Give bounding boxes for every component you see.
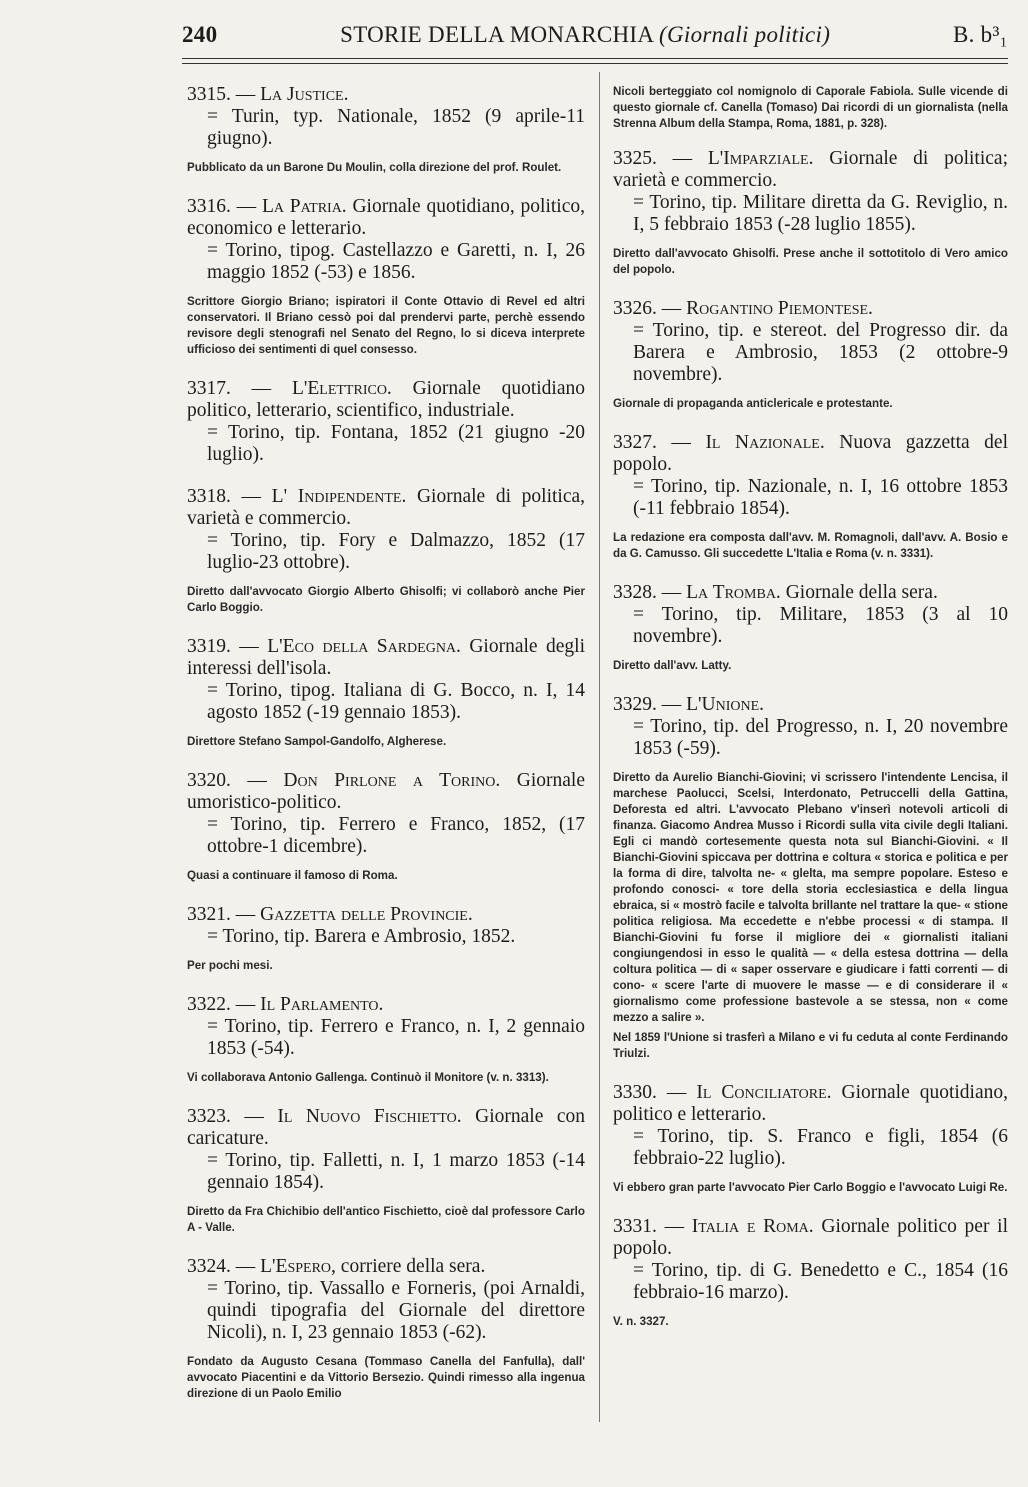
entry-separator: — <box>656 582 687 603</box>
entry-title: Il Nuovo Fischietto. <box>277 1106 462 1127</box>
entry-title: Il Parlamento. <box>260 994 384 1015</box>
entry-imprint: = Torino, tip. Falletti, n. I, 1 marzo 1853 (-14 gennaio 1854). <box>207 1150 585 1193</box>
entry-separator: — <box>656 298 687 319</box>
entry-note: V. n. 3327. <box>613 1315 669 1328</box>
entry-description: Giornale quotidiano, politico e letterario. <box>613 1082 1009 1125</box>
entry-separator: — <box>230 636 268 657</box>
entry-3323 <box>187 1106 585 1236</box>
entry-heading <box>187 196 585 240</box>
entry-number: 3328. <box>613 582 657 603</box>
entry-3319 <box>187 636 585 750</box>
entry-number: 3325. <box>613 148 657 169</box>
entry-3318 <box>187 486 585 616</box>
entry-number: 3323. <box>187 1106 231 1127</box>
entry-imprint: = Torino, tip. Barera e Ambrosio, 1852. <box>207 926 516 947</box>
entry-3331 <box>613 1216 1008 1330</box>
entry-number: 3317. <box>187 378 231 399</box>
entry-imprint: = Torino, tip. Fontana, 1852 (21 giugno -20 luglio). <box>207 422 585 465</box>
entry-title: La Patria. <box>261 196 347 217</box>
entry-title: La Justice. <box>260 84 349 105</box>
entry-note: Giornale di propaganda anticlericale e protestante. <box>613 397 893 410</box>
entry-heading <box>613 694 1008 716</box>
running-title-sub: (Giornali politici) <box>659 22 831 47</box>
entry-number: 3329. <box>613 694 657 715</box>
entry-separator: — <box>230 770 284 791</box>
entry-description: Giornale quotidiano, politico, economico e letterario. <box>187 196 585 239</box>
running-title-main: STORIE DELLA MONARCHIA <box>340 22 653 47</box>
entry-separator: — <box>656 1082 697 1103</box>
entry-3321 <box>187 904 585 974</box>
entry-number: 3327. <box>613 432 657 453</box>
entry-note: Vi ebbero gran parte l'avvocato Pier Carlo Boggio e l'avvocato Luigi Re. <box>613 1181 1008 1194</box>
entry-3329 <box>613 694 1008 1062</box>
entry-heading <box>187 994 585 1016</box>
entry-number: 3315. <box>187 84 231 105</box>
entry-imprint: = Torino, tip. del Progresso, n. I, 20 novembre 1853 (-59). <box>633 716 1008 759</box>
entry-heading <box>613 148 1008 192</box>
entry-separator: — <box>230 196 262 217</box>
entry-title: L' Indipendente. <box>271 486 407 507</box>
entry-imprint: = Torino, tip. Nazionale, n. I, 16 ottobre 1853 (-11 febbraio 1854). <box>633 476 1008 519</box>
entry-heading <box>613 298 1008 320</box>
entry-heading <box>613 1216 1008 1260</box>
entry-separator: — <box>230 486 272 507</box>
entry-note: Vi collaborava Antonio Gallenga. Continuò il Monitore (v. n. 3313). <box>187 1071 549 1084</box>
entry-number: 3322. <box>187 994 231 1015</box>
entry-separator: — <box>230 84 261 105</box>
entry-note: Scrittore Giorgio Briano; ispiratori il Conte Ottavio di Revel ed altri conservatori. Il Briano cessò poi dal prendervi parte, perchè essendo revisore degli stenografi nel Senato del Regno, lo si diceva interprete ufficioso dei sentimenti di quel consesso. <box>187 295 585 356</box>
entry-number: 3330. <box>613 1082 657 1103</box>
entry-3328 <box>613 582 1008 674</box>
entry-separator: — <box>230 1106 278 1127</box>
entry-imprint: = Turin, typ. Nationale, 1852 (9 aprile-11 giugno). <box>207 106 585 149</box>
right-column <box>613 84 1008 1330</box>
entry-number: 3316. <box>187 196 231 217</box>
entry-3320 <box>187 770 585 884</box>
entry-separator: — <box>230 994 261 1015</box>
entry-imprint: = Torino, tip. Militare, 1853 (3 al 10 novembre). <box>633 604 1008 647</box>
entry-title: L'Espero, <box>260 1256 336 1277</box>
entry-note: Diretto dall'avvocato Giorgio Alberto Ghisolfi; vi collaborò anche Pier Carlo Boggio. <box>187 585 585 614</box>
entry-heading <box>187 84 585 106</box>
entry-3330 <box>613 1082 1008 1196</box>
entry-description: Giornale quotidiano politico, letterario, scientifico, industriale. <box>187 378 585 421</box>
entry-note: Diretto dall'avvocato Ghisolfi. Prese anche il sottotitolo di Vero amico del popolo. <box>613 247 1008 276</box>
entry-imprint: = Torino, tip. Militare diretta da G. Reviglio, n. I, 5 febbraio 1853 (-28 luglio 1855). <box>633 192 1008 235</box>
running-title <box>340 22 830 48</box>
signature-mark: B. b³₁ <box>952 22 1008 47</box>
entry-note-continued: Nel 1859 l'Unione si trasferì a Milano e vi fu ceduta al conte Ferdinando Triulzi. <box>613 1031 1008 1060</box>
entry-title: L'Unione. <box>686 694 765 715</box>
entry-number: 3320. <box>187 770 231 791</box>
entry-imprint: = Torino, tip. Fory e Dalmazzo, 1852 (17 luglio-23 ottobre). <box>207 530 585 573</box>
entry-imprint: = Torino, tipog. Italiana di G. Bocco, n. I, 14 agosto 1852 (-19 gennaio 1853). <box>207 680 585 723</box>
entry-heading <box>187 1106 585 1150</box>
entry-imprint: = Torino, tipog. Castellazzo e Garetti, n. I, 26 maggio 1852 (-53) e 1856. <box>207 240 585 283</box>
entry-3316 <box>187 196 585 358</box>
entry-description: Giornale della sera. <box>780 582 938 603</box>
entry-description: Giornale di politica; varietà e commercio. <box>613 148 1008 191</box>
entry-description: Giornale umoristico-politico. <box>187 770 585 813</box>
entry-title: L'Imparziale. <box>707 148 814 169</box>
entry-number: 3319. <box>187 636 231 657</box>
entry-heading <box>187 378 585 422</box>
entry-3322 <box>187 994 585 1086</box>
entry-imprint: = Torino, tip. e stereot. del Progresso dir. da Barera e Ambrosio, 1853 (2 ottobre-9 novembre). <box>633 320 1008 385</box>
entry-note: Direttore Stefano Sampol-Gandolfo, Algherese. <box>187 735 447 748</box>
header-rule <box>182 58 1008 59</box>
entry-description: Giornale degli interessi dell'isola. <box>187 636 585 679</box>
entry-separator: — <box>230 1256 261 1277</box>
entry-note: Diretto da Aurelio Bianchi-Giovini; vi scrissero l'intendente Lencisa, il marchese Paolucci, Scelsi, Interdonato, Petruccelli della Gattina, Deforesta ed altri. L'avvocato Plebano v'inserì notevoli articoli di finanza. Giacomo Andrea Musso i Ricordi sulla vita civile degli Italiani. Egli ci mandò cortesemente questa nota sul Bianchi-Giovini. « Il Bianchi-Giovini spiccava per dottrina e coltura « storica e politica e per la forma di dire, talvolta ne- « glelta, ma sempre popolare. Esteso e profondo conosci- « tore della storia ecclesiastica e della lingua ebraica, si « mostrò facile e talvolta brillante nel trattare la que- « stione politica religiosa. Ma eccedette e n'ebbe processi « di stampa. Il Bianchi-Giovini fu forse il migliore dei « giornalisti italiani congiungendosi in esso le qualità — « della estesa dottrina — della coltura politica — di « saper osservare e giudicare i fatti correnti — di cono- « scere l'arte di muovere le masse — e di considerare il « giornalismo come professione bastevole a se stessa, non « come mezzo a salire ». <box>613 771 1008 1024</box>
entry-note: Diretto da Fra Chichibio dell'antico Fischietto, cioè dal professore Carlo A - Valle. <box>187 1205 585 1234</box>
entry-imprint: = Torino, tip. Ferrero e Franco, 1852, (17 ottobre-1 dicembre). <box>207 814 585 857</box>
entry-title: Il Nazionale. <box>705 432 825 453</box>
running-header <box>182 22 1008 56</box>
entry-imprint: = Torino, tip. Vassallo e Forneris, (poi Arnaldi, quindi tipografia del Giornale del direttore Nicoli), n. I, 23 gennaio 1853 (-62). <box>207 1278 585 1343</box>
entry-imprint: = Torino, tip. S. Franco e figli, 1854 (6 febbraio-22 luglio). <box>633 1126 1008 1169</box>
left-column <box>187 84 585 1402</box>
entry-title: L'Elettrico. <box>291 378 392 399</box>
entry-title: Gazzetta delle Provincie. <box>260 904 473 925</box>
entry-note: Quasi a continuare il famoso di Roma. <box>187 869 398 882</box>
entry-imprint: = Torino, tip. Ferrero e Franco, n. I, 2 gennaio 1853 (-54). <box>207 1016 585 1059</box>
entry-3325 <box>613 148 1008 278</box>
continued-note: Nicoli berteggiato col nomignolo di Caporale Fabiola. Sulle vicende di questo giornale cf. Canella (Tomaso) Dai ricordi di un giornalista (nella Strenna Album della Stampa, Roma, 1881, p. 328). <box>613 85 1008 130</box>
entry-number: 3326. <box>613 298 657 319</box>
entry-separator: — <box>656 148 708 169</box>
entry-description: Giornale di politica, varietà e commercio. <box>187 486 586 529</box>
entry-description: Giornale con caricature. <box>187 1106 585 1149</box>
entry-separator: — <box>656 694 687 715</box>
entry-heading <box>187 770 585 814</box>
entry-3317 <box>187 378 585 466</box>
entry-description: corriere della sera. <box>335 1256 486 1277</box>
entry-number: 3331. <box>613 1216 657 1237</box>
entry-heading <box>187 636 585 680</box>
entry-number: 3321. <box>187 904 231 925</box>
entry-note: Per pochi mesi. <box>187 959 273 972</box>
entry-note: Fondato da Augusto Cesana (Tommaso Canella del Fanfulla), dall' avvocato Piacentini e da Vittorio Bersezio. Quindi rimesso alla ingenua direzione di un Paolo Emilio <box>187 1355 585 1400</box>
entry-number: 3318. <box>187 486 231 507</box>
entry-3315 <box>187 84 585 176</box>
entry-title: Italia e Roma. <box>691 1216 814 1237</box>
entry-heading <box>187 486 585 530</box>
header-rule-thin <box>182 63 1008 64</box>
entry-3326 <box>613 298 1008 412</box>
entry-note: Pubblicato da un Barone Du Moulin, colla direzione del prof. Roulet. <box>187 161 562 174</box>
page-number: 240 <box>182 22 218 47</box>
entry-note: Diretto dall'avv. Latty. <box>613 659 732 672</box>
entry-title: Rogantino Piemontese. <box>686 298 873 319</box>
entry-description: Giornale politico per il popolo. <box>613 1216 1008 1259</box>
entry-title: Il Conciliatore. <box>696 1082 832 1103</box>
entry-imprint: = Torino, tip. di G. Benedetto e C., 1854 (16 febbraio-16 marzo). <box>633 1260 1008 1303</box>
entry-heading <box>613 432 1008 476</box>
entry-title: Don Pirlone a Torino. <box>283 770 501 791</box>
column-divider <box>599 72 600 1422</box>
entry-heading <box>187 904 585 926</box>
entry-title: L'Eco della Sardegna. <box>267 636 461 657</box>
entry-separator: — <box>230 904 261 925</box>
entry-number: 3324. <box>187 1256 231 1277</box>
entry-separator: — <box>656 432 706 453</box>
entry-separator: — <box>230 378 292 399</box>
entry-separator: — <box>656 1216 692 1237</box>
entry-title: La Tromba. <box>686 582 781 603</box>
entry-description: Nuova gazzetta del popolo. <box>613 432 1008 475</box>
entry-3327 <box>613 432 1008 562</box>
entry-note: La redazione era composta dall'avv. M. Romagnoli, dall'avv. A. Bosio e da G. Camusso. Gli succedette L'Italia e Roma (v. n. 3331). <box>613 531 1008 560</box>
entry-heading <box>613 582 1008 604</box>
entry-heading <box>187 1256 585 1278</box>
entry-3324 <box>187 1256 585 1402</box>
entry-heading <box>613 1082 1008 1126</box>
